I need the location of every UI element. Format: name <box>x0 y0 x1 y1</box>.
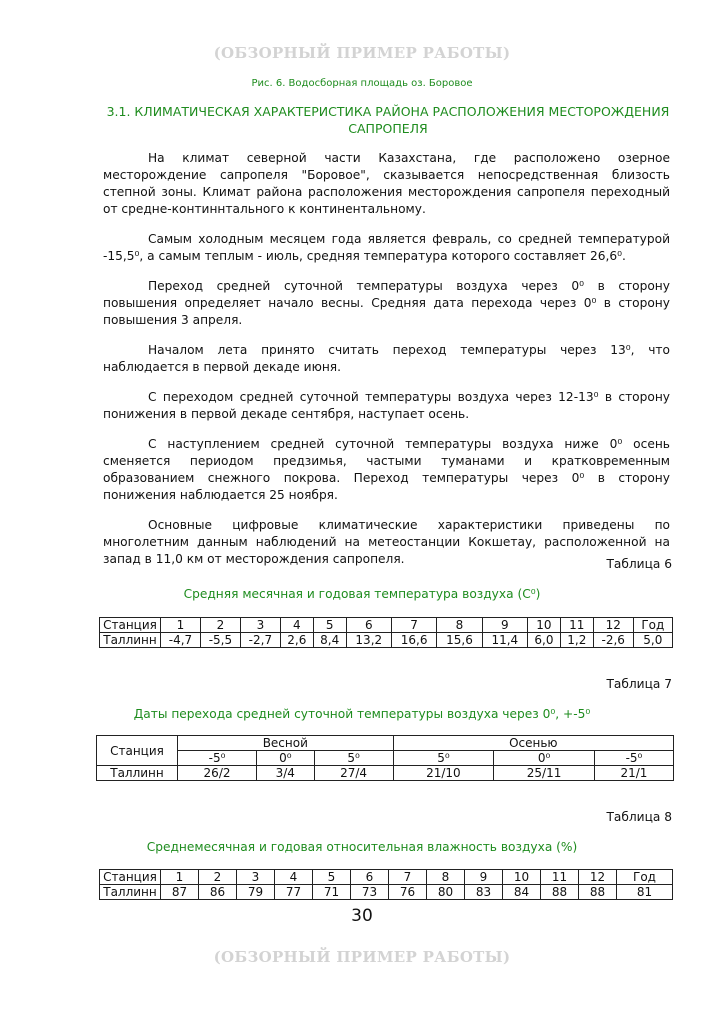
table8-header-cell: 10 <box>503 870 541 885</box>
table7-title: Даты перехода средней суточной температуры воздуха через 0⁰, +-5⁰ <box>133 707 591 721</box>
paragraph-6: С наступлением средней суточной температуры воздуха ниже 0⁰ осень сменяется периодом предзимья, частыми туманами и кратковременным образованием снежного покрова. Переход температуры через 0⁰ в сторону понижения наблюдается 25 ноября. <box>103 437 670 502</box>
table7-label: Таблица 7 <box>606 677 672 691</box>
table6-cell: 5,0 <box>633 633 672 648</box>
table6-header-cell: 5 <box>313 618 346 633</box>
table7-cell: 3/4 <box>257 766 314 781</box>
table8-label: Таблица 8 <box>606 810 672 824</box>
table6-header-cell: 8 <box>437 618 482 633</box>
table7-data-row <box>97 766 674 781</box>
table6-label: Таблица 6 <box>606 557 672 571</box>
table6-header-cell: 3 <box>240 618 280 633</box>
paragraph-5: С переходом средней суточной температуры воздуха через 12-13⁰ в сторону понижения в первой декаде сентября, наступает осень. <box>103 390 670 421</box>
table6-cell: -2,7 <box>240 633 280 648</box>
table6-header-cell: 1 <box>161 618 201 633</box>
table6-header-cell: Станция <box>100 618 161 633</box>
table8 <box>99 869 673 900</box>
table6-header-cell: 6 <box>346 618 391 633</box>
table7-subheader-cell: -5⁰ <box>178 751 257 766</box>
table6-cell: 6,0 <box>527 633 560 648</box>
table8-cell: 88 <box>579 885 617 900</box>
table8-cell: 79 <box>237 885 275 900</box>
table7-spring-header: Весной <box>178 736 394 751</box>
table6-cell: 16,6 <box>391 633 436 648</box>
table6-header-cell: 10 <box>527 618 560 633</box>
table8-cell: 77 <box>275 885 313 900</box>
table7-cell: 27/4 <box>314 766 393 781</box>
table8-title: Среднемесячная и годовая относительная влажность воздуха (%) <box>146 840 578 854</box>
table6-cell: 8,4 <box>313 633 346 648</box>
table8-cell: 81 <box>617 885 673 900</box>
table8-header-cell: 9 <box>465 870 503 885</box>
table7-cell: 21/1 <box>594 766 673 781</box>
table6-header-cell: 4 <box>280 618 313 633</box>
table7-cell: Таллинн <box>97 766 178 781</box>
table8-cell: 71 <box>313 885 351 900</box>
table8-header-cell: 2 <box>199 870 237 885</box>
table6-header-cell: 2 <box>200 618 240 633</box>
table8-header-cell: 5 <box>313 870 351 885</box>
table6-cell: -5,5 <box>200 633 240 648</box>
table6-cell: 11,4 <box>482 633 527 648</box>
table6-header-cell: 9 <box>482 618 527 633</box>
table7-cell: 21/10 <box>393 766 494 781</box>
table8-cell: 84 <box>503 885 541 900</box>
table6-cell: -4,7 <box>161 633 201 648</box>
table8-cell: 83 <box>465 885 503 900</box>
table6-cell: 2,6 <box>280 633 313 648</box>
table8-cell: 86 <box>199 885 237 900</box>
paragraph-7: Основные цифровые климатические характеристики приведены по многолетним данным наблюдений на метеостанции Кокшетау, расположенной на запад в 11,0 км от месторождения сапропеля. <box>103 518 670 566</box>
table7-subheader-cell: 0⁰ <box>494 751 595 766</box>
table6-cell: 1,2 <box>560 633 593 648</box>
table8-cell: 87 <box>161 885 199 900</box>
table7-autumn-header: Осенью <box>393 736 673 751</box>
section-heading: 3.1. КЛИМАТИЧЕСКАЯ ХАРАКТЕРИСТИКА РАЙОНА РАСПОЛОЖЕНИЯ МЕСТОРОЖДЕНИЯ САПРОПЕЛЯ <box>106 104 670 136</box>
table6-header-cell: 7 <box>391 618 436 633</box>
paragraph-2: Самым холодным месяцем года является февраль, со средней температурой -15,5⁰, а самым теплым - июль, средняя температура которого составляет 26,6⁰. <box>103 232 670 263</box>
table7-subheader-cell: 5⁰ <box>393 751 494 766</box>
table8-cell: 80 <box>427 885 465 900</box>
table6-data-row <box>100 633 673 648</box>
table6-header-cell: Год <box>633 618 672 633</box>
table7-header-row <box>97 736 674 751</box>
table8-header-cell: 12 <box>579 870 617 885</box>
table6-cell: Таллинн <box>100 633 161 648</box>
table6-header-cell: 12 <box>593 618 633 633</box>
table6-cell: -2,6 <box>593 633 633 648</box>
page-number: 30 <box>351 906 373 926</box>
watermark-top: (ОБЗОРНЫЙ ПРИМЕР РАБОТЫ) <box>213 44 511 62</box>
table7-subheader-row <box>97 751 674 766</box>
table8-header-cell: 1 <box>161 870 199 885</box>
table6-header-cell: 11 <box>560 618 593 633</box>
table8-cell: 73 <box>351 885 389 900</box>
paragraph-1: На климат северной части Казахстана, где расположено озерное месторождение сапропеля "Боровое", сказывается непосредственная близость степной зоны. Климат района расположения месторождения сапропеля переходный от средне-континнтального к континентальному. <box>103 151 670 216</box>
table8-header-cell: 6 <box>351 870 389 885</box>
table7-cell: 26/2 <box>178 766 257 781</box>
figure-caption: Рис. 6. Водосборная площадь оз. Боровое <box>251 78 473 89</box>
table7-subheader-cell: 0⁰ <box>257 751 314 766</box>
table8-cell: 88 <box>541 885 579 900</box>
table8-header-cell: 4 <box>275 870 313 885</box>
table7-station-header: Станция <box>97 736 178 766</box>
table6-title: Средняя месячная и годовая температура воздуха (С⁰) <box>183 587 541 601</box>
table6 <box>99 617 673 648</box>
table8-header-cell: 7 <box>389 870 427 885</box>
table7-cell: 25/11 <box>494 766 595 781</box>
table8-header-row <box>100 870 673 885</box>
table8-header-cell: Год <box>617 870 673 885</box>
table7 <box>96 735 674 781</box>
table7-subheader-cell: 5⁰ <box>314 751 393 766</box>
table8-header-cell: 3 <box>237 870 275 885</box>
table8-header-cell: 11 <box>541 870 579 885</box>
table8-cell: Таллинн <box>100 885 161 900</box>
body-text <box>103 150 670 568</box>
paragraph-3: Переход средней суточной температуры воздуха через 0⁰ в сторону повышения определяет начало весны. Средняя дата перехода через 0⁰ в сторону повышения 3 апреля. <box>103 279 670 327</box>
table6-cell: 15,6 <box>437 633 482 648</box>
table8-header-cell: 8 <box>427 870 465 885</box>
watermark-bottom: (ОБЗОРНЫЙ ПРИМЕР РАБОТЫ) <box>213 948 511 966</box>
table7-subheader-cell: -5⁰ <box>594 751 673 766</box>
table6-header-row <box>100 618 673 633</box>
table6-cell: 13,2 <box>346 633 391 648</box>
table8-data-row <box>100 885 673 900</box>
table8-header-cell: Станция <box>100 870 161 885</box>
paragraph-4: Началом лета принято считать переход температуры через 13⁰, что наблюдается в первой декаде июня. <box>103 343 670 374</box>
table8-cell: 76 <box>389 885 427 900</box>
